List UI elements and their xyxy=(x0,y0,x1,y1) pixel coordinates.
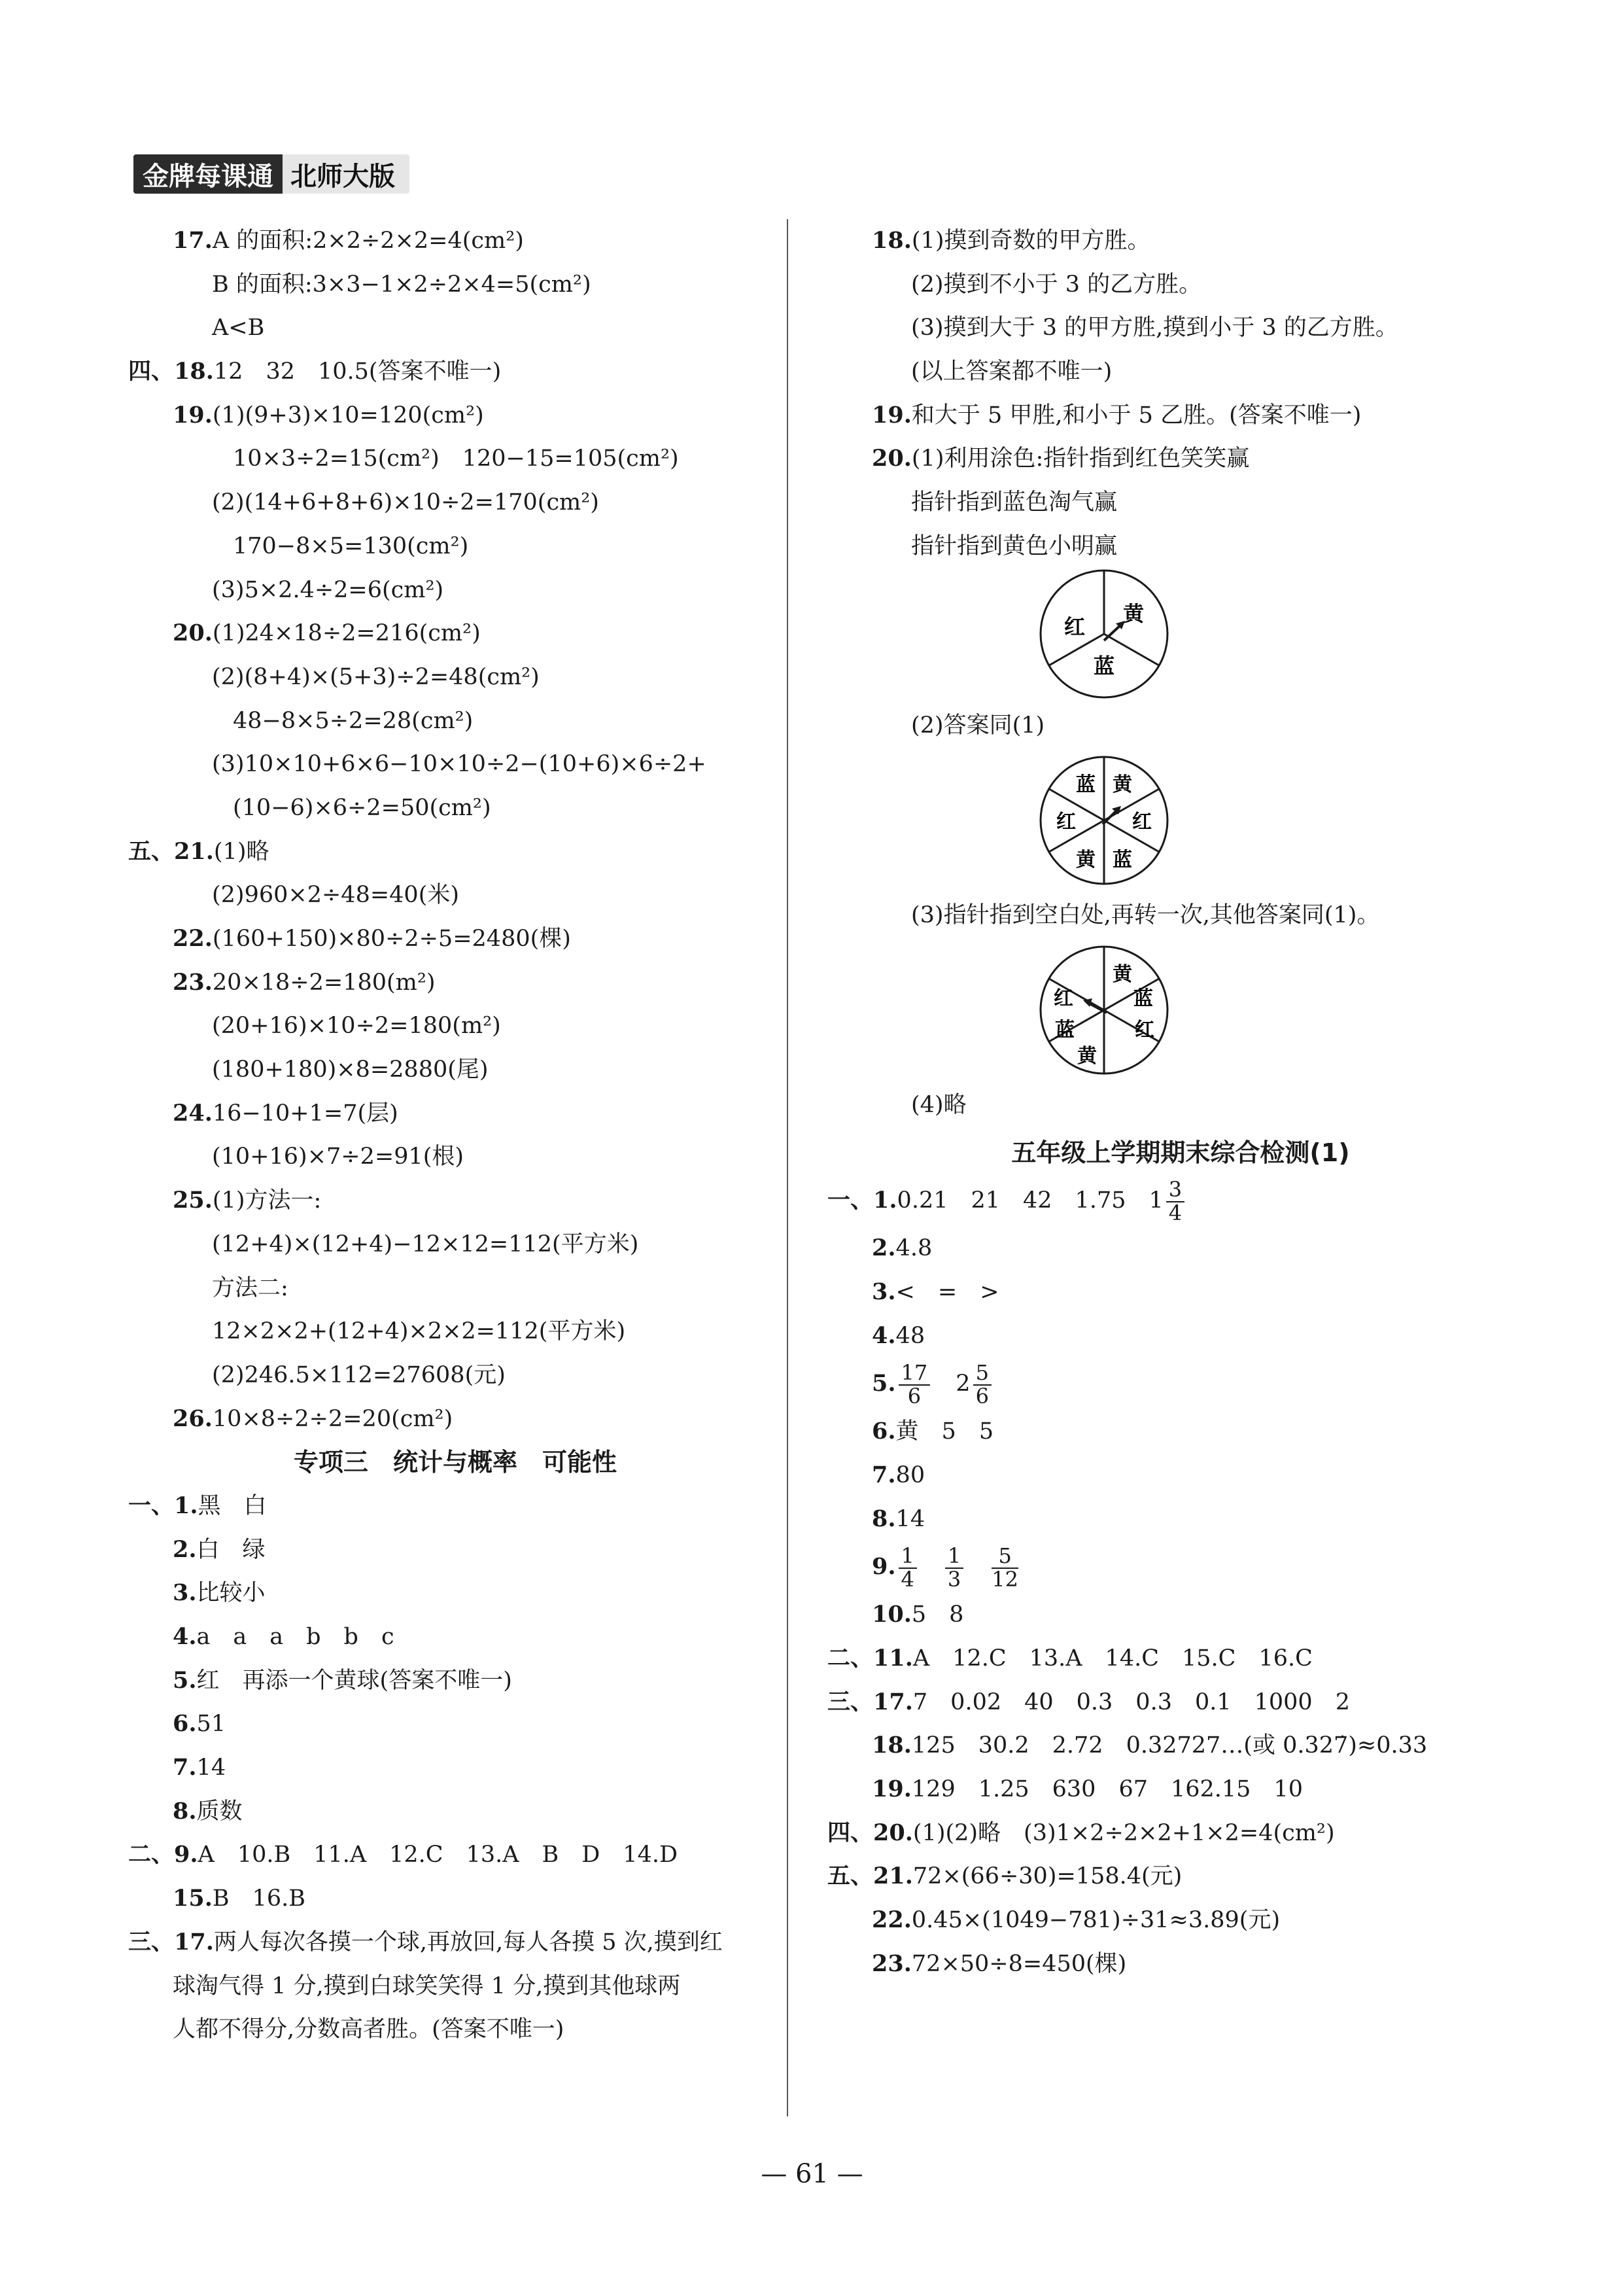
question-number: 18. xyxy=(872,1732,912,1759)
answer-text: (2)960×2÷48=40(米) xyxy=(212,882,460,909)
question-number: 二、11. xyxy=(827,1645,913,1672)
answer-text: (160+150)×80÷2÷5=2480(棵) xyxy=(212,926,571,952)
answer-line xyxy=(128,1310,782,1354)
answer-line xyxy=(128,786,782,830)
answer-text: (1)方法一: xyxy=(212,1187,322,1214)
answer-line xyxy=(128,350,782,394)
answer-text: A 的面积:2×2÷2×2=4(cm²) xyxy=(212,228,524,254)
fraction: $\frac{5}{6}$ xyxy=(973,1362,992,1407)
answer-text: 72×(66÷30)=158.4(元) xyxy=(912,1863,1183,1890)
answer-line xyxy=(827,481,1534,525)
question-number: 五、21. xyxy=(128,837,214,865)
fraction: $\frac{17}{6}$ xyxy=(899,1362,931,1407)
question-number: 15. xyxy=(173,1885,213,1912)
question-number: 23. xyxy=(173,968,213,996)
answer-text: 指针指到黄色小明赢 xyxy=(911,533,1118,559)
answer-line xyxy=(827,1899,1534,1942)
right-column xyxy=(827,219,1534,1986)
answer-text: (2)246.5×112=27608(元) xyxy=(212,1361,506,1388)
answer-line: 8.14 xyxy=(872,1505,925,1532)
answer-line: 一、1.0.21 21 42 1.75 1 $\frac{3}{4}$ xyxy=(827,1174,1534,1227)
wheel-label: 蓝 xyxy=(1055,1018,1075,1042)
answer-line xyxy=(827,1681,1534,1725)
answer-line xyxy=(827,437,1534,481)
answer-text: 51 xyxy=(196,1711,226,1738)
exam-title: 五年级上学期期末综合检测(1) xyxy=(1011,1138,1350,1167)
answer-text: A 10.B 11.A 12.C 13.A B D 14.D xyxy=(198,1842,678,1868)
answer-line xyxy=(827,219,1534,263)
answer-line xyxy=(827,350,1534,394)
answer-text: (1)利用涂色:指针指到红色笑笑赢 xyxy=(911,446,1250,472)
answer-text: (1)(2)略 (3)1×2÷2×2+1×2=4(cm²) xyxy=(912,1819,1335,1846)
answer-line xyxy=(128,1179,782,1223)
answer-text: 比较小 xyxy=(196,1580,266,1607)
answer-line: 6.黄 5 5 xyxy=(872,1418,994,1445)
answer-text: (1)略 xyxy=(213,838,269,865)
wheel-label: 黄 xyxy=(1113,962,1132,986)
answer-line: (3)指针指到空白处,再转一次,其他答案同(1)。 xyxy=(911,902,1380,928)
question-number: 三、17. xyxy=(827,1688,913,1715)
spinner-wheel-3 xyxy=(827,569,1534,699)
answer-line xyxy=(128,1484,782,1528)
fraction: $\frac{1}{3}$ xyxy=(945,1545,963,1590)
answer-line xyxy=(128,1267,782,1310)
answer-line xyxy=(128,1092,782,1136)
answer-text: (10+16)×7÷2=91(根) xyxy=(212,1144,464,1170)
answer-line xyxy=(128,1746,782,1790)
answer-text: B 的面积:3×3−1×2÷2×4=5(cm²) xyxy=(212,271,591,298)
answer-text: (1)摸到奇数的甲方胜。 xyxy=(911,228,1150,254)
answer-line: 3.< = > xyxy=(872,1278,999,1305)
wheel-label: 红 xyxy=(1132,810,1152,833)
answer-text: 人都不得分,分数高者胜。(答案不唯一) xyxy=(173,2016,564,2043)
answer-line xyxy=(128,743,782,786)
answer-line xyxy=(128,612,782,656)
question-number: 7. xyxy=(173,1754,197,1781)
fraction: $\frac{5}{12}$ xyxy=(992,1543,1019,1592)
wheel-label: 黄 xyxy=(1077,1044,1097,1068)
answer-text: a a a b b c xyxy=(196,1624,394,1650)
question-number: 四、18. xyxy=(128,358,214,385)
question-number: 四、20. xyxy=(827,1819,913,1846)
answer-line: 10.5 8 xyxy=(872,1601,964,1628)
answer-line xyxy=(128,1615,782,1659)
fraction: $\frac{3}{4}$ xyxy=(1166,1179,1184,1224)
answer-text: 红 再添一个黄球(答案不唯一) xyxy=(196,1667,512,1694)
answer-text: 方法二: xyxy=(212,1274,288,1301)
page-number: — 61 — xyxy=(761,2159,863,2189)
answer-line xyxy=(827,1724,1534,1768)
answer-text: 20×18÷2=180(m²) xyxy=(212,969,436,996)
answer-text: (1)24×18÷2=216(cm²) xyxy=(212,620,481,647)
wheel-label: 蓝 xyxy=(1133,987,1153,1010)
answer-line xyxy=(128,437,782,481)
question-number: 5. xyxy=(173,1666,197,1694)
question-number: 22. xyxy=(173,925,213,952)
answer-text: 10×3÷2=15(cm²) 120−15=105(cm²) xyxy=(233,446,679,472)
question-number: 6. xyxy=(173,1710,197,1738)
answer-text: 白 绿 xyxy=(196,1536,266,1563)
answer-text: 和大于 5 甲胜,和小于 5 乙胜。(答案不唯一) xyxy=(911,402,1362,429)
answer-text: (180+180)×8=2880(尾) xyxy=(212,1057,489,1083)
answer-text: 指针指到蓝色淘气赢 xyxy=(911,489,1118,516)
question-number: 25. xyxy=(173,1187,213,1214)
answer-line xyxy=(827,1942,1534,1986)
answer-line xyxy=(128,1833,782,1877)
wheel-label: 红 xyxy=(1135,1018,1154,1042)
answer-text: 7 0.02 40 0.3 0.3 0.1 1000 2 xyxy=(912,1689,1350,1715)
wheel-label: 黄 xyxy=(1122,601,1145,626)
answer-line: 7.80 xyxy=(872,1461,925,1488)
answer-line xyxy=(128,1921,782,1965)
answer-line xyxy=(128,394,782,438)
answer-line xyxy=(128,1048,782,1092)
answer-list-exam xyxy=(827,1637,1534,1986)
question-number: 23. xyxy=(872,1950,912,1977)
answer-text: 16−10+1=7(层) xyxy=(212,1100,398,1127)
answer-line xyxy=(128,1790,782,1834)
answer-text: 质数 xyxy=(196,1798,243,1825)
answer-line xyxy=(827,1855,1534,1899)
answer-line xyxy=(128,1659,782,1703)
answer-line xyxy=(128,1223,782,1267)
answer-text: A 12.C 13.A 14.C 15.C 16.C xyxy=(912,1645,1313,1672)
question-number: 19. xyxy=(872,401,912,429)
wheel-label: 红 xyxy=(1054,987,1073,1010)
answer-line xyxy=(128,961,782,1005)
question-number: 19. xyxy=(173,401,213,429)
answer-line: 2.4.8 xyxy=(872,1235,933,1262)
answer-line xyxy=(128,525,782,569)
answer-line xyxy=(128,873,782,917)
answer-list-right xyxy=(827,219,1534,569)
answer-text: (2)(14+6+8+6)×10÷2=170(cm²) xyxy=(212,489,599,516)
answer-line: 9. $\frac{1}{4}$ $\frac{1}{3}$ $\frac{5}{12}$ xyxy=(872,1543,1019,1592)
question-number: 22. xyxy=(872,1906,912,1934)
answer-line xyxy=(128,1528,782,1572)
wheel-label: 红 xyxy=(1056,810,1076,833)
question-number: 三、17. xyxy=(128,1928,214,1955)
answer-line: (2)答案同(1) xyxy=(911,712,1045,739)
book-header xyxy=(133,154,409,194)
answer-text: 170−8×5=130(cm²) xyxy=(233,533,469,559)
answer-line xyxy=(128,1571,782,1615)
wheel-label: 蓝 xyxy=(1113,848,1132,871)
answer-text: (2)(8+4)×(5+3)÷2=48(cm²) xyxy=(212,663,540,690)
question-number: 20. xyxy=(872,445,912,472)
answer-line: (4)略 xyxy=(911,1091,967,1118)
answer-text: (3)5×2.4÷2=6(cm²) xyxy=(212,576,444,603)
answer-text: 125 30.2 2.72 0.32727…(或 0.327̇)≈0.33 xyxy=(911,1732,1428,1759)
answer-line xyxy=(128,1354,782,1397)
answer-line xyxy=(128,1702,782,1746)
question-number: 17. xyxy=(173,227,213,254)
question-number: 24. xyxy=(173,1099,213,1127)
answer-text: 两人每次各摸一个球,再放回,每人各摸 5 次,摸到红 xyxy=(213,1929,723,1955)
question-number: 五、21. xyxy=(827,1863,913,1890)
question-number: 19. xyxy=(872,1776,912,1803)
answer-text: 黑 白 xyxy=(198,1492,267,1519)
answer-line xyxy=(827,1768,1534,1812)
answer-line xyxy=(128,2008,782,2052)
answer-line xyxy=(128,656,782,699)
answer-line xyxy=(128,1397,782,1441)
answer-line xyxy=(128,917,782,961)
answer-text: (12+4)×(12+4)−12×12=112(平方米) xyxy=(212,1231,639,1257)
question-number: 8. xyxy=(173,1797,197,1825)
section-title: 专项三 统计与概率 可能性 xyxy=(293,1448,617,1477)
question-number: 20. xyxy=(173,620,213,647)
answer-text: 12 32 10.5(答案不唯一) xyxy=(213,359,502,385)
answer-text: (3)摸到大于 3 的甲方胜,摸到小于 3 的乙方胜。 xyxy=(911,315,1398,342)
fraction: $\frac{1}{4}$ xyxy=(899,1545,917,1590)
answer-line xyxy=(128,219,782,263)
answer-list-probability xyxy=(128,1484,782,2052)
spinner-wheel-6 xyxy=(827,752,1534,889)
wheel-label: 黄 xyxy=(1076,848,1096,871)
question-number: 18. xyxy=(872,227,912,254)
edition-label: 北师大版 xyxy=(283,154,409,194)
answer-text: 48−8×5÷2=28(cm²) xyxy=(233,707,474,734)
left-column xyxy=(128,219,782,2052)
answer-line xyxy=(128,263,782,307)
answer-line xyxy=(827,525,1534,569)
answer-text: (1)(9+3)×10=120(cm²) xyxy=(212,402,484,429)
answer-line xyxy=(827,1637,1534,1681)
answer-text: 球淘气得 1 分,摸到白球笑笑得 1 分,摸到其他球两 xyxy=(173,1972,681,1999)
question-number: 二、9. xyxy=(128,1841,198,1868)
answer-text: 14 xyxy=(196,1755,226,1781)
answer-text: (2)摸到不小于 3 的乙方胜。 xyxy=(911,271,1202,298)
answer-line xyxy=(128,481,782,525)
answer-line xyxy=(128,1135,782,1179)
answer-text: (20+16)×10÷2=180(m²) xyxy=(212,1013,501,1040)
question-number: 3. xyxy=(173,1579,197,1607)
answer-line xyxy=(827,306,1534,350)
answer-text: (10−6)×6÷2=50(cm²) xyxy=(233,794,491,821)
answer-text: 12×2×2+(12+4)×2×2=112(平方米) xyxy=(212,1318,626,1345)
answer-text: 0.45×(1049−781)÷31≈3.89(元) xyxy=(911,1907,1281,1934)
answer-line xyxy=(128,1004,782,1048)
answer-line xyxy=(827,394,1534,438)
answer-text: (3)10×10+6×6−10×10÷2−(10+6)×6÷2+ xyxy=(212,751,706,778)
question-number: 4. xyxy=(173,1623,197,1650)
answer-line xyxy=(128,1877,782,1921)
question-number: 2. xyxy=(173,1535,197,1563)
answer-text: 129 1.25 630 67 162.15 10 xyxy=(911,1776,1303,1803)
column-divider xyxy=(787,219,788,2116)
wheel-label: 红 xyxy=(1063,614,1086,639)
answer-text: B 16.B xyxy=(212,1885,306,1912)
question-number: 26. xyxy=(173,1405,213,1432)
wheel-label: 黄 xyxy=(1113,773,1132,796)
answer-line xyxy=(128,830,782,874)
answer-line: 4.48 xyxy=(872,1322,925,1349)
answer-line: 5. $\frac{17}{6}$ 2 $\frac{5}{6}$ xyxy=(827,1358,1534,1410)
answer-line xyxy=(128,569,782,612)
answer-line xyxy=(128,699,782,743)
answer-line xyxy=(827,263,1534,307)
answer-list-left xyxy=(128,219,782,1441)
brand-label: 金牌每课通 xyxy=(133,154,283,194)
answer-text: (以上答案都不唯一) xyxy=(911,359,1113,385)
question-number: 一、1. xyxy=(128,1492,198,1519)
answer-text: 10×8÷2÷2=20(cm²) xyxy=(212,1405,453,1432)
answer-line xyxy=(128,1965,782,2008)
wheel-label: 蓝 xyxy=(1093,653,1115,678)
answer-text: A<B xyxy=(212,315,265,342)
answer-line xyxy=(827,1812,1534,1855)
wheel-label: 蓝 xyxy=(1076,773,1096,796)
answer-line xyxy=(128,306,782,350)
answer-text: 72×50÷8=450(棵) xyxy=(911,1950,1127,1977)
spinner-wheel-6b xyxy=(827,941,1534,1079)
